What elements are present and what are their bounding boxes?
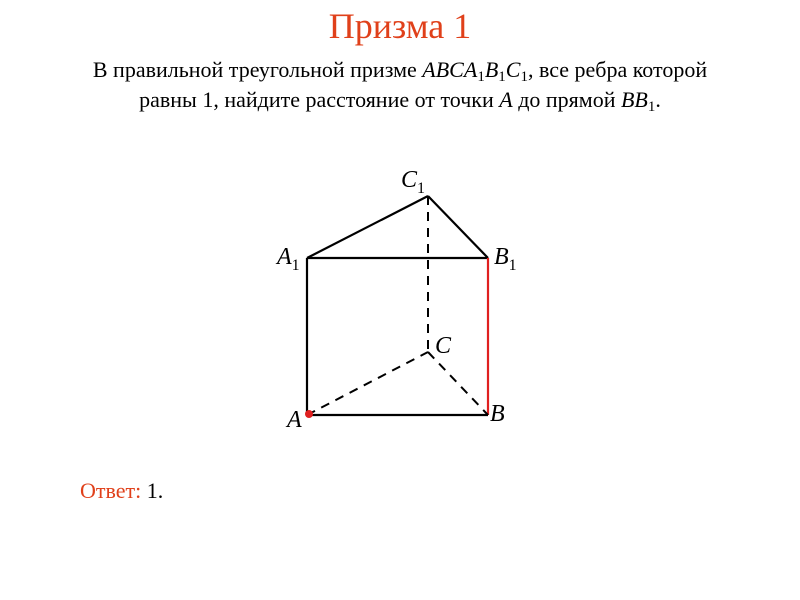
vertex-letter: A bbox=[287, 407, 302, 433]
prism-name-part: B bbox=[435, 57, 450, 82]
answer-label: Ответ: bbox=[80, 478, 142, 503]
point-name: A bbox=[499, 87, 513, 112]
prism-name-subscript: 1 bbox=[477, 69, 485, 85]
edge-A-C-hidden bbox=[307, 352, 428, 415]
vertex-label-A bbox=[287, 408, 302, 432]
vertex-label-B bbox=[490, 402, 505, 426]
vertex-subscript: 1 bbox=[508, 257, 517, 274]
edge-C1-B1 bbox=[428, 196, 488, 258]
problem-text: равны 1, найдите расстояние от точки bbox=[139, 87, 500, 112]
edge-A1-C1 bbox=[307, 196, 428, 258]
vertex-subscript: 1 bbox=[291, 257, 300, 274]
prism-name-part: C bbox=[505, 57, 521, 82]
vertex-letter: C bbox=[401, 167, 418, 193]
prism-name-subscript: 1 bbox=[498, 69, 506, 85]
vertex-letter: A bbox=[277, 244, 292, 270]
line-name-subscript: 1 bbox=[647, 99, 656, 115]
point-A-marker bbox=[305, 410, 313, 418]
problem-text: до прямой bbox=[512, 87, 621, 112]
prism-name-subscript: 1 bbox=[520, 69, 528, 85]
vertex-letter: B bbox=[490, 401, 505, 427]
prism-name-part: A bbox=[422, 57, 436, 82]
prism-name-part: C bbox=[449, 57, 464, 82]
problem-text: В правильной треугольной призме bbox=[92, 57, 423, 82]
vertex-subscript: 1 bbox=[417, 180, 426, 197]
vertex-label-C1 bbox=[401, 167, 426, 197]
vertex-letter: C bbox=[435, 333, 452, 359]
vertex-label-A1 bbox=[277, 244, 300, 274]
problem-text: , все ребра которой bbox=[527, 57, 708, 82]
vertex-letter: B bbox=[494, 244, 509, 270]
line-name: BB bbox=[620, 87, 648, 112]
slide-title: Призма 1 bbox=[328, 6, 472, 46]
answer-value: 1. bbox=[141, 478, 164, 503]
edge-C-B-hidden bbox=[428, 352, 488, 415]
problem-text: . bbox=[655, 87, 661, 112]
answer-line bbox=[80, 478, 163, 504]
vertex-label-C bbox=[435, 334, 451, 358]
vertex-label-B1 bbox=[494, 244, 517, 274]
prism-name-part: A bbox=[463, 57, 478, 82]
prism-name-part: B bbox=[484, 57, 499, 82]
